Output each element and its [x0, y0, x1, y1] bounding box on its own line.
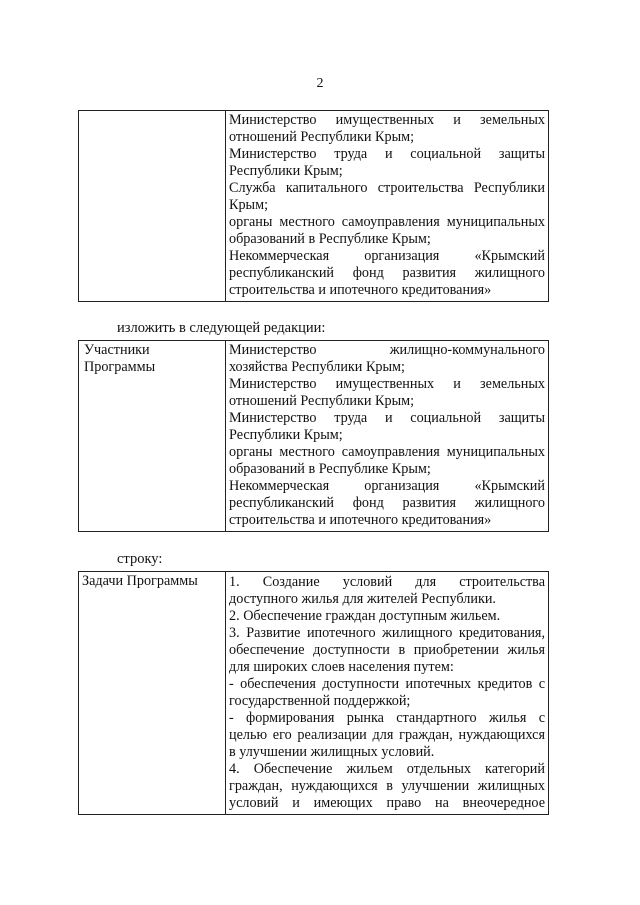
text-line: - формирования рынка стандартного жилья с [229, 710, 545, 726]
text-line: 3. Развитие ипотечного жилищного кредитования, [229, 625, 545, 641]
row-label-cell [79, 341, 226, 532]
text-line: - обеспечения доступности ипотечных кредитов с [229, 676, 545, 692]
text-line: образований в Республике Крым; [229, 461, 431, 477]
text-line: для широких слоев населения путем: [229, 659, 454, 675]
text-line: Министерство имущественных и земельных [229, 112, 545, 128]
text-line: органы местного самоуправления муниципальных [229, 444, 545, 460]
amendment-instruction-text: изложить в следующей редакции: [117, 320, 326, 336]
table-row [79, 341, 549, 532]
text-line: Республики Крым; [229, 163, 343, 179]
text-line: целью его реализации для граждан, нуждающихся [229, 727, 545, 743]
row-content-cell [226, 111, 549, 302]
row-label-cell [79, 111, 226, 302]
program-table-new-participants [78, 340, 549, 532]
program-table-tasks [78, 571, 549, 815]
text-line: 4. Обеспечение жильем отдельных категорий [229, 761, 545, 777]
text-line: Крым; [229, 197, 269, 213]
text-line: отношений Республики Крым; [229, 393, 415, 409]
text-line: республиканский фонд развития жилищного [229, 265, 545, 281]
text-line: граждан, нуждающихся в улучшении жилищных [229, 778, 545, 794]
amendment-instruction-text: строку: [117, 551, 163, 567]
row-label-cell [79, 572, 226, 815]
text-line: органы местного самоуправления муниципальных [229, 214, 545, 230]
text-line: 1. Создание условий для строительства [229, 574, 545, 590]
row-content-cell [226, 572, 549, 815]
text-line: республиканский фонд развития жилищного [229, 495, 545, 511]
text-line: Министерство труда и социальной защиты [229, 146, 545, 162]
text-line: государственной поддержкой; [229, 693, 411, 709]
text-line: в улучшении жилищных условий. [229, 744, 435, 760]
text-line: образований в Республике Крым; [229, 231, 431, 247]
text-line: хозяйства Республики Крым; [229, 359, 405, 375]
text-line: обеспечение доступности в приобретении жилья [229, 642, 545, 658]
row-label-line: Задачи Программы [82, 573, 198, 589]
page-number: 2 [316, 76, 324, 91]
row-label-line: Участники [84, 342, 150, 358]
text-line: условий и имеющих право на внеочередное [229, 795, 545, 811]
text-line: строительства и ипотечного кредитования» [229, 512, 492, 528]
text-line: Некоммерческая организация «Крымский [229, 478, 545, 494]
text-line: 2. Обеспечение граждан доступным жильем. [229, 608, 501, 624]
text-line: отношений Республики Крым; [229, 129, 415, 145]
table-row [79, 111, 549, 302]
program-table-previous-participants [78, 110, 549, 302]
text-line: Республики Крым; [229, 427, 343, 443]
text-line: Министерство жилищно-коммунального [229, 342, 545, 358]
text-line: строительства и ипотечного кредитования» [229, 282, 492, 298]
text-line: Некоммерческая организация «Крымский [229, 248, 545, 264]
row-content-cell [226, 341, 549, 532]
text-line: доступного жилья для жителей Республики. [229, 591, 496, 607]
row-label-line: Программы [84, 359, 156, 375]
text-line: Служба капитального строительства Республики [229, 180, 545, 196]
table-row [79, 572, 549, 815]
text-line: Министерство имущественных и земельных [229, 376, 545, 392]
text-line: Министерство труда и социальной защиты [229, 410, 545, 426]
